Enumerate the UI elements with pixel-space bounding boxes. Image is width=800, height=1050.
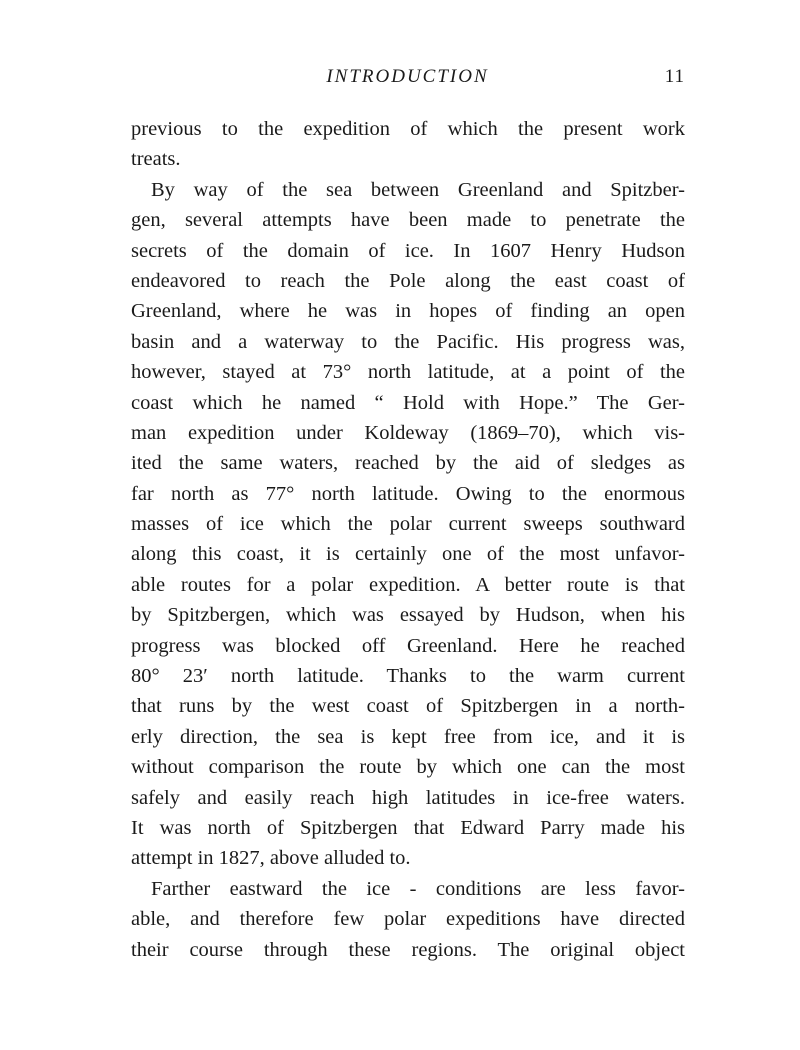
text-line: their course through these regions. The original object — [131, 938, 685, 961]
text-line: by Spitzbergen, which was essayed by Hudson, when his — [131, 604, 685, 627]
text-line: 80° 23′ north latitude. Thanks to the warm current — [131, 665, 685, 688]
text-line: Greenland, where he was in hopes of finding an open — [131, 300, 685, 323]
text-line: endeavored to reach the Pole along the east coast of — [131, 269, 685, 292]
text-line: erly direction, the sea is kept free from ice, and it is — [131, 725, 685, 748]
text-line: secrets of the domain of ice. In 1607 Henry Hudson — [131, 239, 685, 262]
text-line: It was north of Spitzbergen that Edward Parry made his — [131, 816, 685, 839]
text-line: basin and a waterway to the Pacific. His progress was, — [131, 330, 685, 353]
text-line: able routes for a polar expedition. A better route is that — [131, 573, 685, 596]
text-line: treats. — [131, 148, 181, 171]
text-line: previous to the expedition of which the present work — [131, 118, 685, 140]
text-line: safely and easily reach high latitudes in ice-free waters. — [131, 786, 685, 809]
text-line: ited the same waters, reached by the aid of sledges as — [131, 452, 685, 475]
text-line: progress was blocked off Greenland. Here he reached — [131, 634, 685, 657]
page-number: 11 — [664, 66, 685, 87]
text-line: gen, several attempts have been made to penetrate the — [131, 209, 685, 232]
running-title: INTRODUCTION — [326, 66, 489, 87]
text-line: man expedition under Koldeway (1869–70), which vis- — [131, 421, 685, 444]
text-line: that runs by the west coast of Spitzbergen in a north- — [131, 695, 685, 718]
text-line: able, and therefore few polar expeditions have directed — [131, 908, 685, 931]
text-line: attempt in 1827, above alluded to. — [131, 847, 411, 870]
text-line: however, stayed at 73° north latitude, at a point of the — [131, 361, 685, 384]
text-line: coast which he named “ Hold with Hope.” The Ger- — [131, 391, 685, 414]
running-head — [130, 66, 685, 96]
text-line: far north as 77° north latitude. Owing to the enormous — [131, 482, 685, 505]
text-line: Farther eastward the ice - conditions are less favor- — [151, 877, 685, 900]
text-line: By way of the sea between Greenland and Spitzber- — [151, 178, 685, 201]
body-text — [131, 114, 685, 965]
text-line: without comparison the route by which one can the most — [131, 756, 685, 779]
text-line: masses of ice which the polar current sweeps southward — [131, 513, 685, 536]
text-line: along this coast, it is certainly one of the most unfavor- — [131, 543, 685, 566]
